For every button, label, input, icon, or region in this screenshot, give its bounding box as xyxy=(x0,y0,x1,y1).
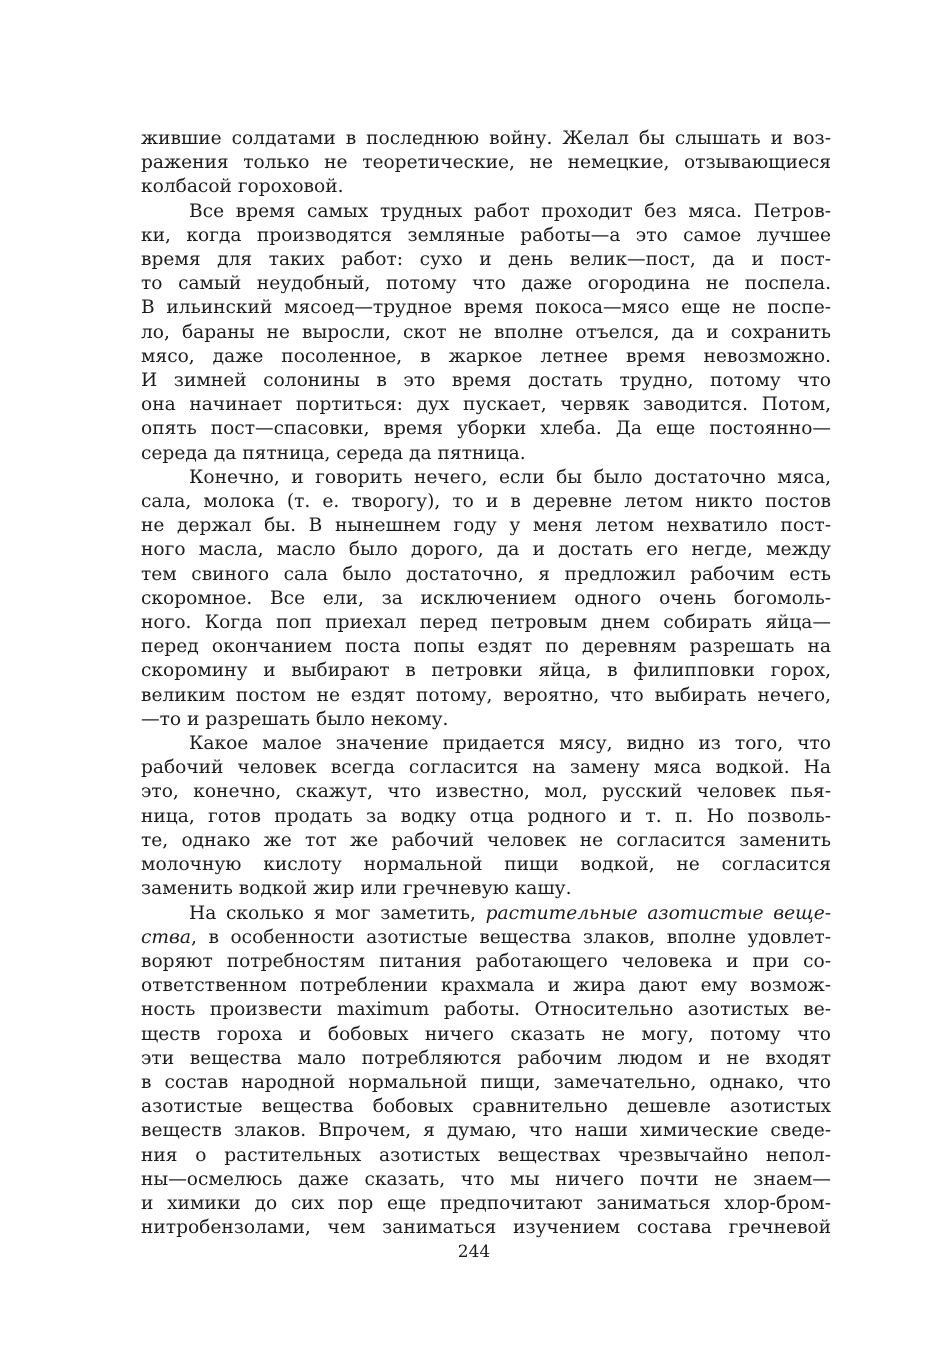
text-line: Все время самых трудных работ проходит без мяса. Петров- xyxy=(189,200,831,222)
text-line: веществ злаков. Впрочем, я думаю, что наши химические сведе- xyxy=(141,1120,831,1142)
italic-term: ства xyxy=(141,926,191,948)
text-line: и химики до сих пор еще предпочитают заниматься хлор-бром- xyxy=(141,1192,831,1214)
text-line xyxy=(141,926,831,950)
text-line: заменить водкой жир или гречневую кашу. xyxy=(141,878,572,900)
text-line: ность произвести maximum работы. Относительно азотистых ве- xyxy=(141,999,831,1021)
text-line: ного. Когда поп приехал перед петровым днем собирать яйца— xyxy=(141,612,831,634)
text-line: И зимней солонины в это время достать трудно, потому что xyxy=(141,370,831,392)
text-line: она начинает портиться: дух пускает, червяк заводится. Потом, xyxy=(141,394,831,416)
paragraph-2 xyxy=(141,200,831,466)
text-line: сала, молока (т. е. творогу), то и в деревне летом никто постов xyxy=(141,491,831,513)
text-line: нитробензолами, чем заниматься изучением состава гречневой xyxy=(141,1217,831,1239)
text-line: середа да пятница, середа да пятница. xyxy=(141,442,526,464)
text-line: великим постом не ездят потому, вероятно, что выбирать нечего, xyxy=(141,684,831,706)
text-line: перед окончанием поста попы ездят по деревням разрешать на xyxy=(141,636,831,658)
text-line: скоромину и выбирают в петровки яйца, в филипповки горох, xyxy=(141,660,831,682)
text-line: ло, бараны не выросли, скот не вполне отъелся, да и сохранить xyxy=(141,321,831,343)
text-line: ница, готов продать за водку отца родного и т. п. Но позволь- xyxy=(141,805,831,827)
text-line: ражения только не теоретические, не немецкие, отзывающиеся xyxy=(141,152,831,174)
text-line: время для таких работ: сухо и день велик—пост, да и пост- xyxy=(141,249,831,271)
text-line: эти вещества мало потребляются рабочим людом и не входят xyxy=(141,1047,831,1069)
text-line: ния о растительных азотистых веществах чрезвычайно непол- xyxy=(141,1144,831,1166)
text-line: азотистые вещества бобовых сравнительно дешевле азотистых xyxy=(141,1096,831,1118)
text-line: скоромное. Все ели, за исключением одного очень богомоль- xyxy=(141,587,831,609)
text-line: ны—осмелюсь даже сказать, что мы ничего почти не знаем— xyxy=(141,1168,831,1190)
text-line: В ильинский мясоед—трудное время покоса—мясо еще не поспе- xyxy=(141,297,831,319)
text-line: ки, когда производятся земляные работы—а это самое лучшее xyxy=(141,224,831,246)
text-line: Конечно, и говорить нечего, если бы было достаточно мяса, xyxy=(189,466,831,488)
body-text xyxy=(141,127,831,1240)
text-line: ществ гороха и бобовых ничего сказать не могу, потому что xyxy=(141,1023,831,1045)
text-line: молочную кислоту нормальной пищи водкой, не согласится xyxy=(141,854,831,876)
text-line: не держал бы. В нынешнем году у меня летом нехватило пост- xyxy=(141,515,831,537)
text-line: ответственном потреблении крахмала и жира дают ему возмож- xyxy=(141,975,831,997)
paragraph-1 xyxy=(141,127,831,200)
text-line: ного масла, масло было дорого, да и достать его негде, между xyxy=(141,539,831,561)
text-line: Какое малое значение придается мясу, видно из того, что xyxy=(189,733,831,755)
text-line: воряют потребностям питания работающего человека и при со- xyxy=(141,950,831,972)
text-line: колбасой гороховой. xyxy=(141,176,344,198)
text-line: те, однако же тот же рабочий человек не согласится заменить xyxy=(141,829,831,851)
text-line: опять пост—спасовки, время уборки хлеба. Да еще постоянно— xyxy=(141,418,831,440)
text-line: рабочий человек всегда согласится на замену мяса водкой. На xyxy=(141,757,831,779)
paragraph-3 xyxy=(141,466,831,732)
text-line: —то и разрешать было некому. xyxy=(141,708,449,730)
page-number: 244 xyxy=(457,1242,491,1262)
paragraph-5 xyxy=(141,902,831,1241)
text-line: мясо, даже посоленное, в жаркое летнее время невозможно. xyxy=(141,345,831,367)
italic-term: растительные азотистые веще- xyxy=(485,902,831,924)
text-line: жившие солдатами в последнюю войну. Желал бы слышать и воз- xyxy=(141,128,831,149)
text-line: то самый неудобный, потому что даже огородина не поспела. xyxy=(141,273,831,295)
text-line: в состав народной нормальной пищи, замечательно, однако, что xyxy=(141,1071,831,1093)
text-line xyxy=(141,902,831,926)
text-segment: , в особенности азотистые вещества злаков, вполне удовлет- xyxy=(190,926,831,948)
text-line: тем свиного сала было достаточно, я предложил рабочим есть xyxy=(141,563,831,585)
paragraph-4 xyxy=(141,732,831,901)
text-segment: На сколько я мог заметить, xyxy=(189,902,476,924)
text-line: это, конечно, скажут, что известно, мол, русский человек пья- xyxy=(141,781,831,803)
